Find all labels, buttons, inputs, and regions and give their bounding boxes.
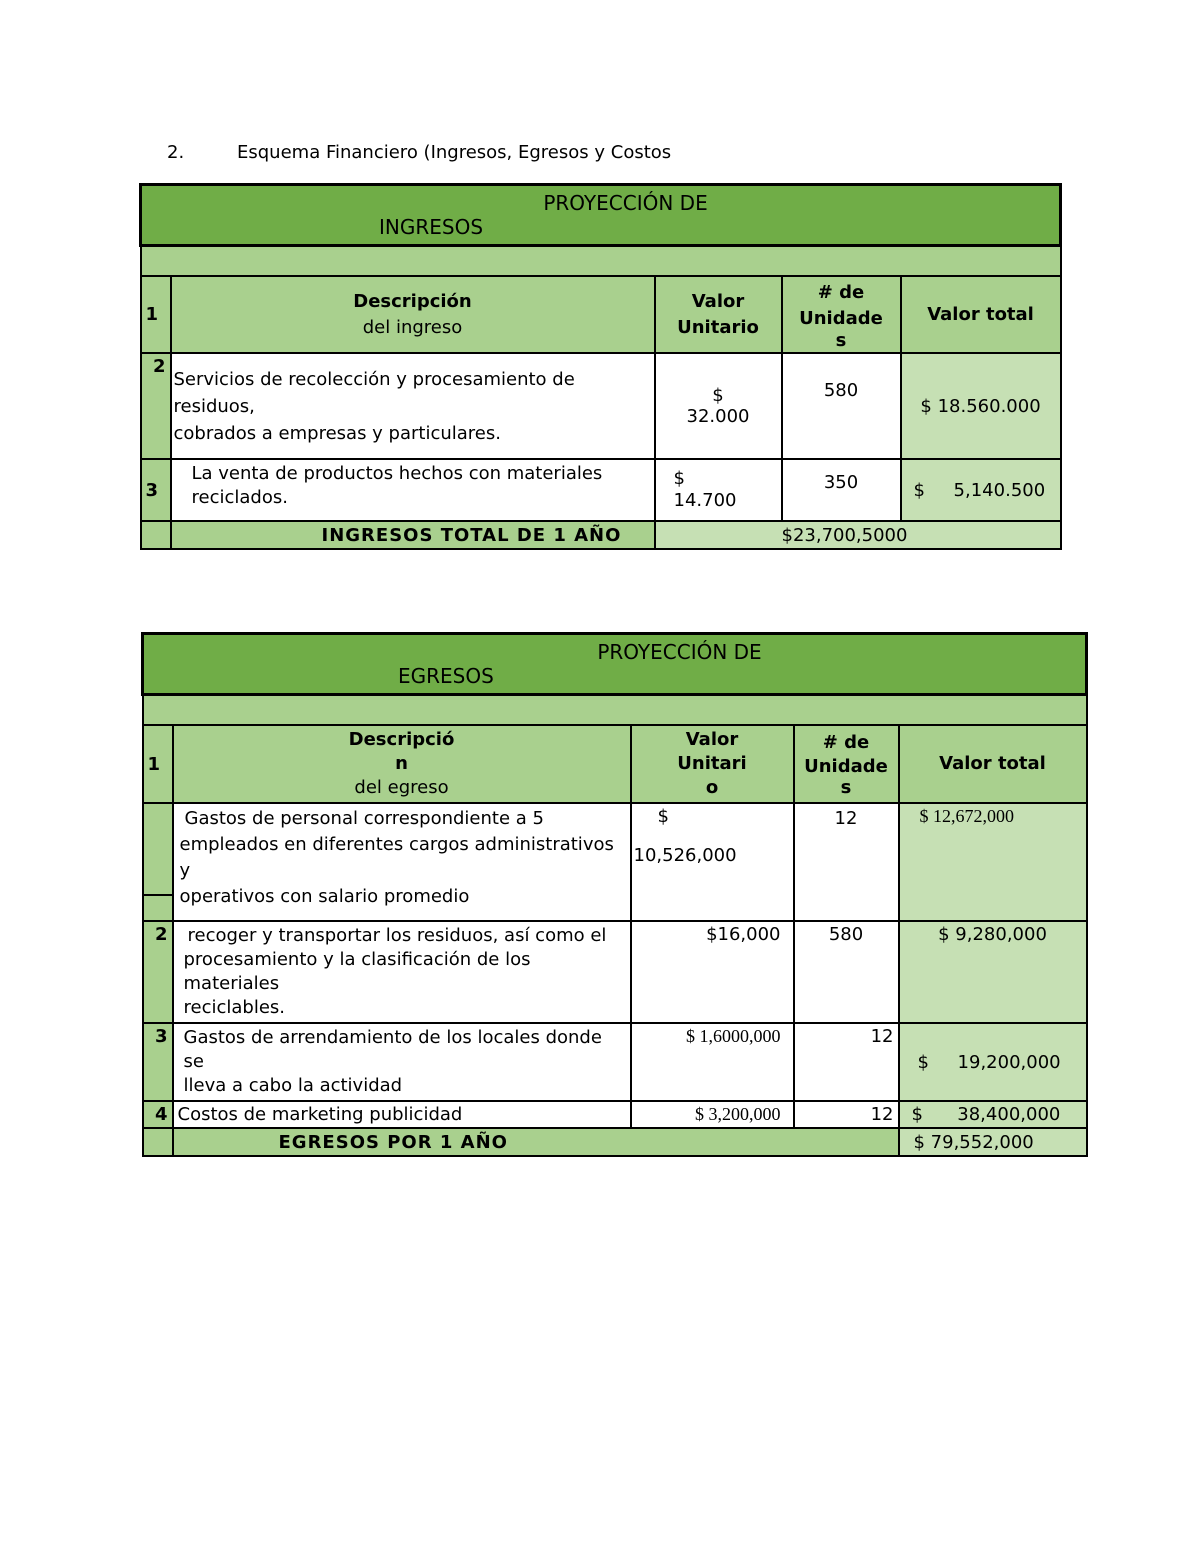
ingresos-row-units: 350 (782, 459, 901, 521)
egresos-header-description: Descripció n del egreso (173, 725, 631, 803)
egresos-row-units: 12 (794, 1101, 899, 1128)
egresos-header-unit-value: Valor Unitari o (631, 725, 794, 803)
ingresos-table (139, 183, 1062, 550)
egresos-header-units: # de Unidade s (794, 725, 899, 803)
ingresos-row-index: 3 (141, 459, 171, 521)
egresos-header-total: Valor total (899, 725, 1087, 803)
egresos-header-index: 1 (143, 725, 173, 803)
section-heading (167, 142, 671, 163)
egresos-total-index (143, 1128, 173, 1156)
ingresos-header-description: Descripción del ingreso (171, 276, 655, 353)
ingresos-row-units: 580 (782, 353, 901, 459)
ingresos-total-value: $23,700,5000 (655, 521, 1061, 549)
section-number: 2. (167, 142, 185, 163)
ingresos-row-index: 2 (141, 353, 171, 459)
egresos-row-unit-value: $ 1,6000,000 (631, 1023, 794, 1101)
egresos-title: PROYECCIÓN DE EGRESOS (143, 634, 1087, 695)
egresos-row-total: $ 12,672,000 (899, 803, 1087, 921)
ingresos-header-index: 1 (141, 276, 171, 353)
egresos-row-total: $ 38,400,000 (899, 1101, 1087, 1128)
egresos-row-unit-value: $ 10,526,000 (631, 803, 794, 921)
egresos-total-value: $ 79,552,000 (899, 1128, 1087, 1156)
section-title: Esquema Financiero (Ingresos, Egresos y Costos (237, 142, 672, 163)
ingresos-row-unit-value: $ 14.700 (655, 459, 782, 521)
egresos-spacer (143, 695, 1087, 726)
egresos-row-index: 3 (143, 1023, 173, 1101)
egresos-total-label: EGRESOS POR 1 AÑO (173, 1128, 899, 1156)
egresos-row-units: 12 (794, 1023, 899, 1101)
ingresos-header-units: # de Unidade s (782, 276, 901, 353)
ingresos-spacer (141, 246, 1061, 277)
ingresos-total-index (141, 521, 171, 549)
egresos-row-total: $ 19,200,000 (899, 1023, 1087, 1101)
egresos-row-units: 580 (794, 921, 899, 1023)
egresos-row-index (143, 803, 173, 921)
egresos-row-index: 2 (143, 921, 173, 1023)
egresos-row-description: Gastos de arrendamiento de los locales donde se lleva a cabo la actividad (173, 1023, 631, 1101)
ingresos-row-description: La venta de productos hechos con materiales reciclados. (171, 459, 655, 521)
egresos-row-total: $ 9,280,000 (899, 921, 1087, 1023)
egresos-row-description: recoger y transportar los residuos, así como el procesamiento y la clasificación de los materiales reciclables. (173, 921, 631, 1023)
ingresos-row-description: Servicios de recolección y procesamiento de residuos, cobrados a empresas y particulares. (171, 353, 655, 459)
egresos-table (141, 632, 1088, 1157)
egresos-row-units: 12 (794, 803, 899, 921)
egresos-row-description: Costos de marketing publicidad (173, 1101, 631, 1128)
ingresos-header-unit-value: Valor Unitario (655, 276, 782, 353)
ingresos-total-label: INGRESOS TOTAL DE 1 AÑO (171, 521, 655, 549)
ingresos-row-unit-value: $ 32.000 (655, 353, 782, 459)
ingresos-row-total: $ 5,140.500 (901, 459, 1061, 521)
egresos-row-unit-value: $ 3,200,000 (631, 1101, 794, 1128)
egresos-row-description: Gastos de personal correspondiente a 5 empleados en diferentes cargos administrativos y operativos con salario promedio (173, 803, 631, 921)
ingresos-title: PROYECCIÓN DE INGRESOS (141, 185, 1061, 246)
ingresos-row-total: $ 18.560.000 (901, 353, 1061, 459)
egresos-row-unit-value: $16,000 (631, 921, 794, 1023)
ingresos-header-total: Valor total (901, 276, 1061, 353)
egresos-row-index: 4 (143, 1101, 173, 1128)
